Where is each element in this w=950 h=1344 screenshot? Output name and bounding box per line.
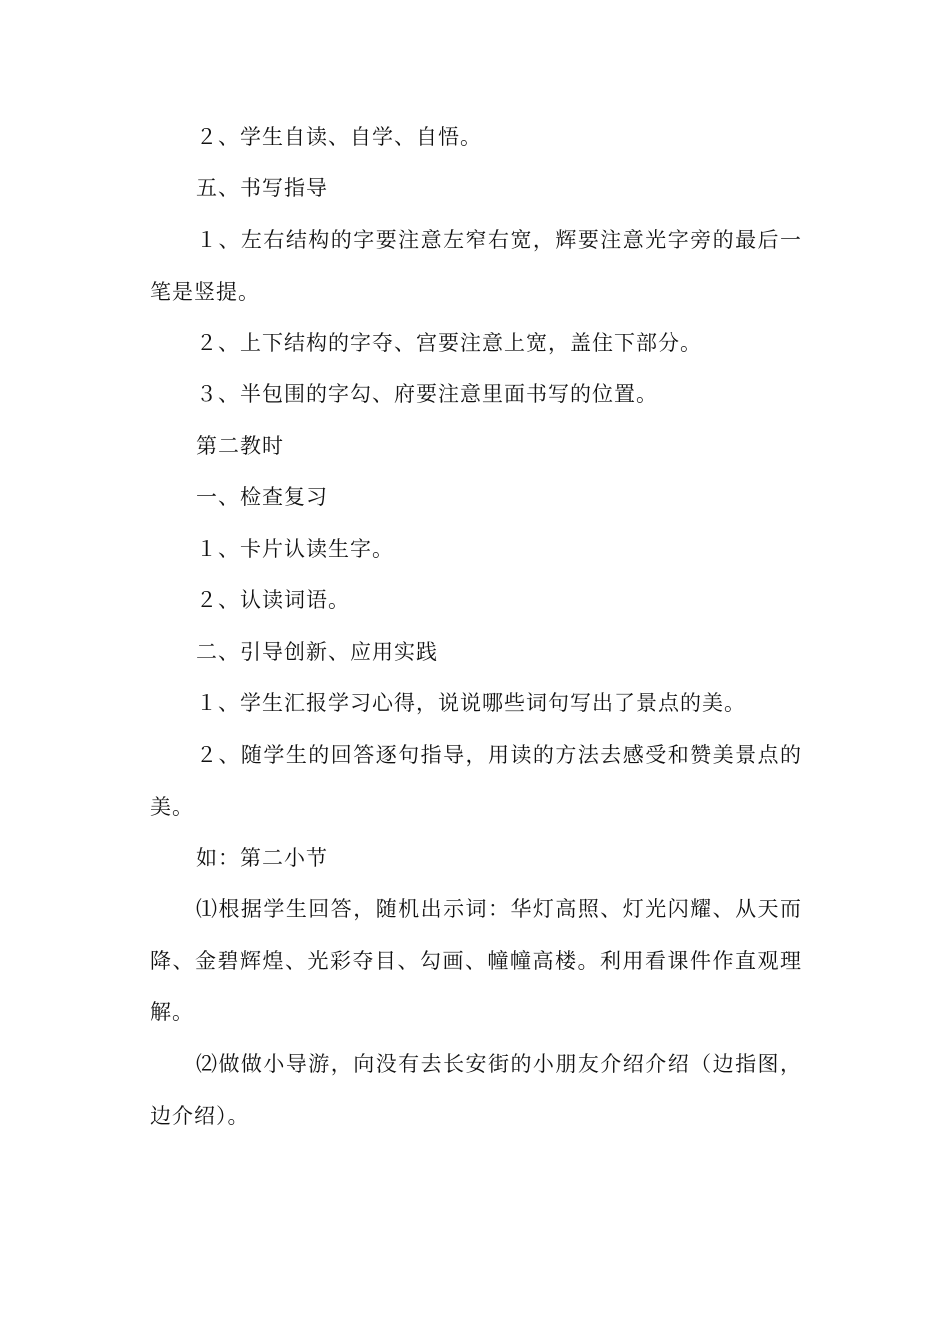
- heading-innovation-practice: 二、引导创新、应用实践: [196, 640, 438, 664]
- paragraph-vocabulary-display: ⑴根据学生回答，随机出示词：华灯高照、灯光闪耀、从天而降、金碧辉煌、光彩夺目、勾画、幢幢高楼。利用看课件作直观理解。: [150, 897, 802, 1024]
- heading-second-lesson: 第二教时: [196, 434, 284, 458]
- heading-review: 一、检查复习: [196, 485, 328, 509]
- paragraph-left-right-structure: １、左右结构的字要注意左窄右宽，辉要注意光字旁的最后一笔是竖提。: [150, 228, 802, 304]
- paragraph-tour-guide: ⑵做做小导游，向没有去长安街的小朋友介绍介绍（边指图，边介绍）。: [150, 1052, 802, 1128]
- paragraph-word-reading: ２、认读词语。: [196, 588, 350, 612]
- paragraph-card-reading: １、卡片认读生字。: [196, 537, 394, 561]
- heading-writing-guidance: 五、书写指导: [196, 176, 328, 200]
- paragraph-guided-reading: ２、随学生的回答逐句指导，用读的方法去感受和赞美景点的美。: [150, 743, 802, 819]
- paragraph-top-bottom-structure: ２、上下结构的字夺、宫要注意上宽，盖住下部分。: [196, 331, 702, 355]
- paragraph-half-enclosure: ３、半包围的字勾、府要注意里面书写的位置。: [196, 382, 658, 406]
- paragraph-example-section: 如：第二小节: [196, 846, 328, 870]
- paragraph-self-study: ２、学生自读、自学、自悟。: [196, 125, 482, 149]
- paragraph-student-report: １、学生汇报学习心得，说说哪些词句写出了景点的美。: [196, 691, 746, 715]
